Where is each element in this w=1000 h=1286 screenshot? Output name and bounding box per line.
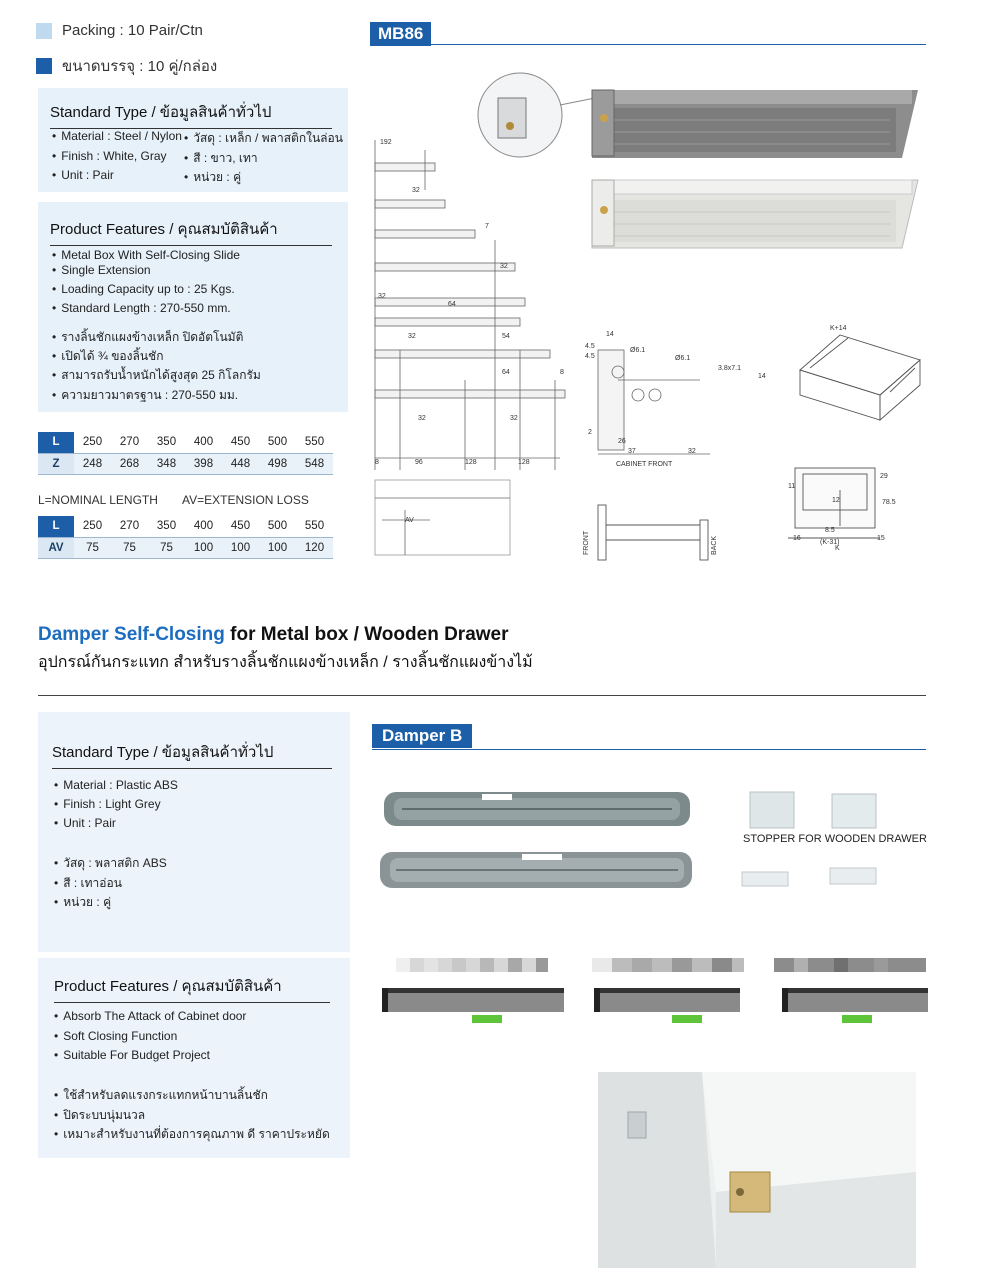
row-label: L bbox=[38, 516, 74, 537]
mb86-features-panel bbox=[38, 202, 348, 412]
mb86-features-title: Product Features / คุณสมบัติสินค้า bbox=[50, 217, 332, 246]
cell: 250 bbox=[74, 516, 111, 537]
packing-th bbox=[36, 54, 217, 78]
dim-label: 29 bbox=[880, 473, 888, 480]
section-divider bbox=[38, 695, 926, 696]
mb86-standard-panel bbox=[38, 88, 348, 192]
dim-label: BACK bbox=[711, 535, 718, 555]
damper-b-badge: Damper B bbox=[372, 724, 472, 748]
dim-label: K bbox=[835, 545, 840, 552]
dim-label: K+14 bbox=[830, 325, 847, 332]
cell: 550 bbox=[296, 432, 333, 453]
mb86-badge: MB86 bbox=[370, 22, 431, 46]
cell: 450 bbox=[222, 516, 259, 537]
rail-dimension-labels bbox=[375, 139, 564, 524]
isometric-drawer-labels bbox=[758, 325, 847, 380]
dim-label: 4.5 bbox=[585, 343, 595, 350]
dim-label: 8.5 bbox=[825, 527, 835, 534]
dim-label: AV bbox=[405, 517, 414, 524]
dim-label: 16 bbox=[793, 535, 801, 542]
legend-extension-loss: AV=EXTENSION LOSS bbox=[182, 493, 309, 507]
mb86-feature-en: • Standard Length : 270-550 mm. bbox=[52, 301, 231, 315]
cell: 248 bbox=[74, 453, 111, 474]
damper-features-title: Product Features / คุณสมบัติสินค้า bbox=[54, 974, 330, 1003]
damper-badge-line bbox=[372, 749, 926, 750]
dim-label: 32 bbox=[510, 415, 518, 422]
damper-product-1 bbox=[384, 792, 690, 826]
dim-label: FRONT bbox=[583, 530, 590, 555]
cell: 75 bbox=[148, 537, 185, 558]
row-label: AV bbox=[38, 537, 74, 558]
dim-label: 32 bbox=[378, 293, 386, 300]
cell: 400 bbox=[185, 516, 222, 537]
damper-stage-2 bbox=[594, 988, 740, 1023]
row-label: L bbox=[38, 432, 74, 453]
packing-swatch-light bbox=[36, 23, 52, 39]
damper-std-th: • วัสดุ : พลาสติก ABS bbox=[54, 854, 167, 873]
cell: 350 bbox=[148, 516, 185, 537]
dim-label: Ø6.1 bbox=[675, 355, 691, 362]
damper-feature-en: • Soft Closing Function bbox=[54, 1029, 177, 1043]
packing-en bbox=[36, 22, 203, 39]
drawer-installation-photo bbox=[598, 1072, 916, 1268]
mb86-std-item: • Unit : Pair bbox=[52, 168, 114, 182]
mb86-std-item: • วัสดุ : เหล็ก / พลาสติกในล่อน bbox=[184, 129, 343, 148]
cell: 550 bbox=[296, 516, 333, 537]
dim-label: 96 bbox=[415, 459, 423, 466]
zoom-leader-line bbox=[560, 98, 595, 105]
cell: 100 bbox=[259, 537, 296, 558]
dim-label: 7 bbox=[485, 223, 489, 230]
table-row bbox=[38, 453, 333, 474]
cell: 500 bbox=[259, 432, 296, 453]
cell: 398 bbox=[185, 453, 222, 474]
dim-label: 11 bbox=[788, 483, 796, 490]
damper-std-th: • หน่วย : คู่ bbox=[54, 893, 111, 912]
dim-label: 64 bbox=[502, 369, 510, 376]
mb86-length-table bbox=[38, 432, 333, 475]
damper-section-title bbox=[38, 624, 509, 646]
damper-standard-panel bbox=[38, 712, 350, 952]
dim-label: 15 bbox=[877, 535, 885, 542]
drawer-white-illustration bbox=[592, 180, 918, 248]
cell: 450 bbox=[222, 432, 259, 453]
cell: 498 bbox=[259, 453, 296, 474]
mb86-technical-drawings bbox=[370, 50, 930, 590]
mb86-std-item: • Material : Steel / Nylon bbox=[52, 129, 182, 143]
drawer-gray-illustration bbox=[592, 90, 918, 158]
mb86-feature-th: • รางลิ้นชักแผงข้างเหล็ก ปิดอัตโนมัติ bbox=[52, 328, 243, 347]
mb86-extension-table bbox=[38, 516, 333, 559]
mb86-std-item: • สี : ขาว, เทา bbox=[184, 149, 258, 168]
dim-label: 3.8x7.1 bbox=[718, 365, 741, 372]
dim-label: 128 bbox=[518, 459, 530, 466]
cell: 500 bbox=[259, 516, 296, 537]
dim-label: 54 bbox=[502, 333, 510, 340]
mb86-standard-title: Standard Type / ข้อมูลสินค้าทั่วไป bbox=[50, 100, 332, 129]
damper-std-en: • Unit : Pair bbox=[54, 816, 116, 830]
table-row bbox=[38, 432, 333, 453]
damper-title-rest: for Metal box / Wooden Drawer bbox=[224, 624, 509, 645]
damper-title-highlight: Damper Self-Closing bbox=[38, 624, 225, 645]
cell: 348 bbox=[148, 453, 185, 474]
dim-label: 32 bbox=[688, 448, 696, 455]
damper-section-subtitle: อุปกรณ์กันกระแทก สำหรับรางลิ้นชักแผงข้างเหล็ก / รางลิ้นชักแผงข้างไม้ bbox=[38, 654, 533, 671]
cell: 350 bbox=[148, 432, 185, 453]
cell: 120 bbox=[296, 537, 333, 558]
dim-label: 128 bbox=[465, 459, 477, 466]
damper-feature-en: • Suitable For Budget Project bbox=[54, 1048, 210, 1062]
cell: 270 bbox=[111, 432, 148, 453]
table-row bbox=[38, 537, 333, 558]
mb86-feature-th: • ความยาวมาตรฐาน : 270-550 มม. bbox=[52, 386, 238, 405]
cell: 268 bbox=[111, 453, 148, 474]
damper-features-panel bbox=[38, 958, 350, 1158]
legend-nominal-length: L=NOMINAL LENGTH bbox=[38, 493, 158, 507]
damper-feature-th: • ปิดระบบนุ่มนวล bbox=[54, 1106, 145, 1125]
dim-label: 8 bbox=[375, 459, 379, 466]
dim-label: 14 bbox=[606, 331, 614, 338]
damper-std-en: • Finish : Light Grey bbox=[54, 797, 161, 811]
cell: 548 bbox=[296, 453, 333, 474]
dim-label: 26 bbox=[618, 438, 626, 445]
damper-feature-en: • Absorb The Attack of Cabinet door bbox=[54, 1009, 246, 1023]
cell: 400 bbox=[185, 432, 222, 453]
packing-th-text: ขนาดบรรจุ : 10 คู่/กล่อง bbox=[62, 58, 218, 75]
dim-label: CABINET FRONT bbox=[616, 461, 673, 468]
damper-illustrations bbox=[372, 752, 928, 1282]
dim-label: 32 bbox=[418, 415, 426, 422]
dim-label: 32 bbox=[408, 333, 416, 340]
damper-stage-3 bbox=[782, 988, 928, 1023]
table-row bbox=[38, 516, 333, 537]
mb86-feature-en: • Loading Capacity up to : 25 Kgs. bbox=[52, 282, 235, 296]
dim-label: 4.5 bbox=[585, 353, 595, 360]
damper-std-en: • Material : Plastic ABS bbox=[54, 778, 178, 792]
cell: 100 bbox=[222, 537, 259, 558]
cell: 250 bbox=[74, 432, 111, 453]
zoom-detail-bracket bbox=[498, 98, 526, 138]
dim-label: 32 bbox=[412, 187, 420, 194]
dim-label: 2 bbox=[588, 429, 592, 436]
cell: 75 bbox=[111, 537, 148, 558]
damper-feature-th: • เหมาะสำหรับงานที่ต้องการคุณภาพ ดี ราคาประหยัด bbox=[54, 1125, 330, 1144]
packing-en-text: Packing : 10 Pair/Ctn bbox=[62, 22, 203, 39]
damper-stage-1 bbox=[382, 988, 564, 1023]
cabinet-front-drawing bbox=[598, 350, 710, 454]
step-strip-1 bbox=[396, 958, 548, 972]
damper-std-th: • สี : เทาอ่อน bbox=[54, 874, 122, 893]
stopper-caption: STOPPER FOR WOODEN DRAWER bbox=[743, 833, 927, 845]
damper-standard-title: Standard Type / ข้อมูลสินค้าทั่วไป bbox=[52, 740, 332, 769]
cell: 448 bbox=[222, 453, 259, 474]
cell: 270 bbox=[111, 516, 148, 537]
mb86-std-item: • Finish : White, Gray bbox=[52, 149, 167, 163]
step-strip-3 bbox=[774, 958, 926, 972]
front-back-drawing bbox=[598, 505, 708, 560]
step-strip-2 bbox=[592, 958, 744, 972]
mb86-feature-en: • Single Extension bbox=[52, 263, 151, 277]
dim-label: (K-31) bbox=[820, 539, 840, 546]
isometric-drawer-drawing bbox=[800, 335, 920, 420]
mb86-feature-th: • สามารถรับน้ำหนักได้สูงสุด 25 กิโลกรัม bbox=[52, 366, 261, 385]
dim-label: Ø6.1 bbox=[630, 347, 646, 354]
cell: 75 bbox=[74, 537, 111, 558]
dim-label: 78.5 bbox=[882, 499, 896, 506]
dim-label: 12 bbox=[832, 497, 840, 504]
dim-label: 64 bbox=[448, 301, 456, 308]
mb86-feature-th: • เปิดได้ ¾ ของลิ้นชัก bbox=[52, 347, 163, 366]
mb86-badge-line bbox=[370, 44, 926, 45]
mb86-std-item: • หน่วย : คู่ bbox=[184, 168, 241, 187]
dim-label: 37 bbox=[628, 448, 636, 455]
dim-label: 192 bbox=[380, 139, 392, 146]
packing-swatch-dark bbox=[36, 58, 52, 74]
mb86-feature-en: • Metal Box With Self-Closing Slide bbox=[52, 248, 240, 262]
dim-label: 32 bbox=[500, 263, 508, 270]
dim-label: 8 bbox=[560, 369, 564, 376]
rail-dimension-drawing bbox=[375, 140, 565, 555]
dim-label: 14 bbox=[758, 373, 766, 380]
damper-product-2 bbox=[380, 852, 692, 888]
zoom-detail-screw bbox=[506, 122, 514, 130]
row-label: Z bbox=[38, 453, 74, 474]
cell: 100 bbox=[185, 537, 222, 558]
damper-feature-th: • ใช้สำหรับลดแรงกระแทกหน้าบานลิ้นชัก bbox=[54, 1086, 268, 1105]
